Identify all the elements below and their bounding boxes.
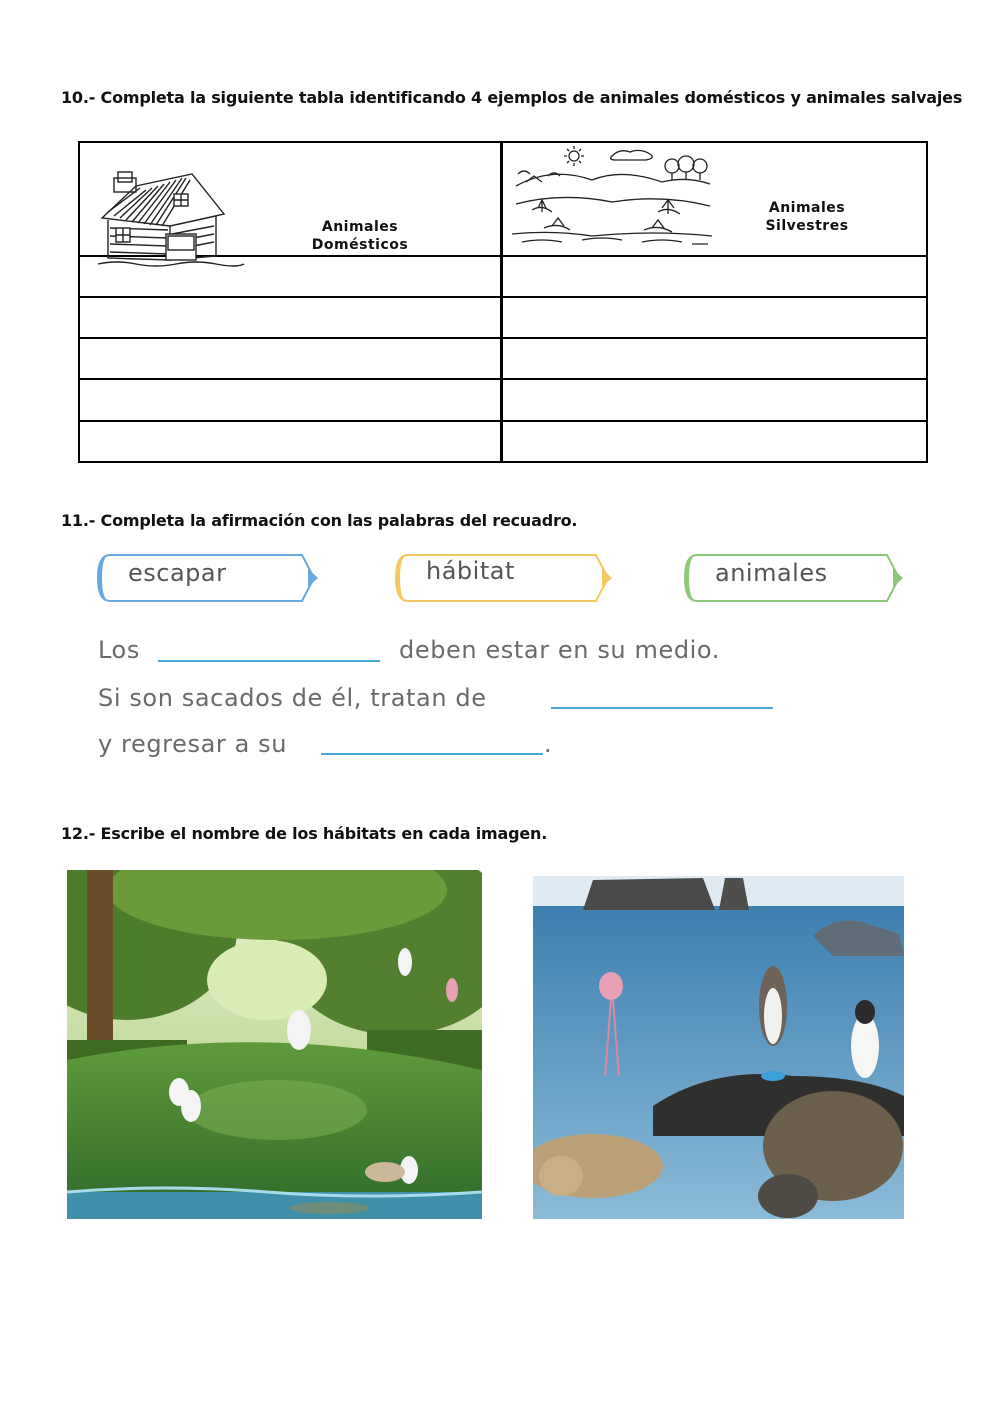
wild-answer-cell-1[interactable]: [503, 257, 926, 296]
blank-3[interactable]: [321, 753, 543, 755]
blank-1[interactable]: [158, 660, 380, 662]
word-escapar: escapar: [128, 559, 227, 587]
blank-3-input[interactable]: [321, 721, 547, 753]
domestic-answer-cell-5[interactable]: [80, 422, 500, 461]
sentence-1-end: deben estar en su medio.: [399, 636, 721, 664]
blank-1-input[interactable]: [158, 628, 384, 660]
question-12-title: 12.- Escribe el nombre de los hábitats en cada imagen.: [61, 824, 548, 843]
domestic-answer-cell-1[interactable]: [80, 257, 500, 296]
wetland-habitat-image: [67, 870, 482, 1219]
house-icon: [96, 168, 246, 270]
sentence-3-period: .: [544, 730, 553, 758]
blank-2[interactable]: [551, 707, 773, 709]
sentence-2-start: Si son sacados de él, tratan de: [98, 684, 487, 712]
sentence-3-start: y regresar a su: [98, 730, 288, 758]
word-habitat: hábitat: [426, 557, 515, 585]
wild-answer-cell-3[interactable]: [503, 339, 926, 378]
wild-animals-label: Animales Silvestres: [765, 200, 849, 234]
wild-answer-cell-2[interactable]: [503, 298, 926, 337]
domestic-answer-cell-2[interactable]: [80, 298, 500, 337]
word-tag-animales[interactable]: [683, 553, 907, 603]
blank-2-input[interactable]: [551, 675, 777, 707]
domestic-answer-cell-3[interactable]: [80, 339, 500, 378]
question-11-title: 11.- Completa la afirmación con las palabras del recuadro.: [61, 511, 578, 530]
word-tag-habitat[interactable]: [394, 553, 616, 603]
domestic-answer-cell-4[interactable]: [80, 380, 500, 420]
landscape-icon: [512, 146, 712, 250]
sentence-1-start: Los: [98, 636, 140, 664]
word-tag-escapar[interactable]: [96, 553, 322, 603]
wild-answer-cell-5[interactable]: [503, 422, 926, 461]
coastal-habitat-image: [533, 876, 904, 1219]
word-animales: animales: [715, 559, 828, 587]
wild-answer-cell-4[interactable]: [503, 380, 926, 420]
question-10-title: 10.- Completa la siguiente tabla identificando 4 ejemplos de animales domésticos y animales salvajes: [61, 88, 963, 107]
domestic-animals-label: Animales Domésticos: [311, 219, 409, 253]
